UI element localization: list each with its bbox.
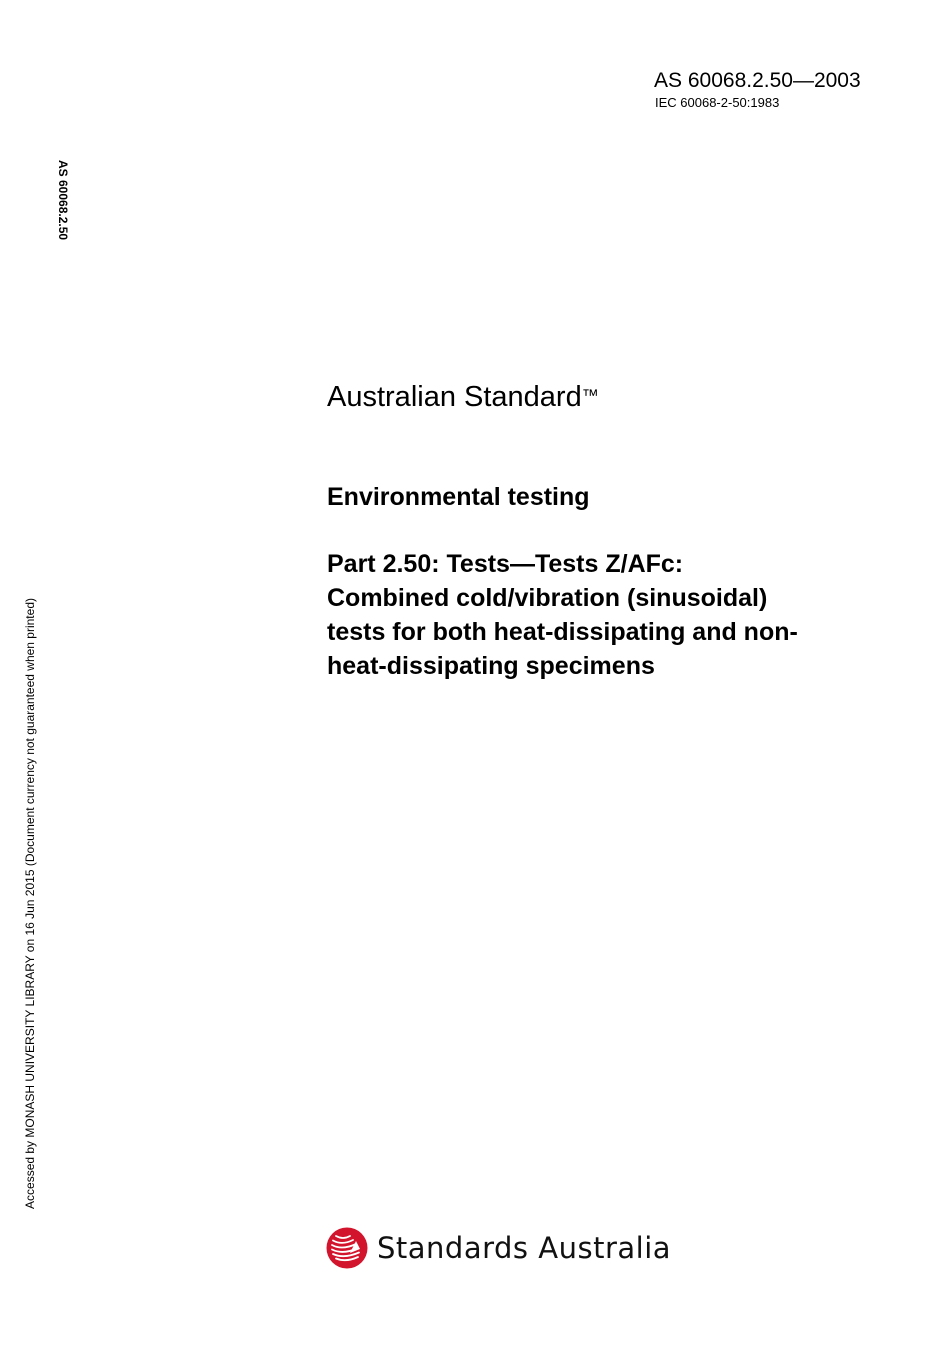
publisher-logo bbox=[326, 1225, 671, 1271]
access-watermark-note: Accessed by MONASH UNIVERSITY LIBRARY on 16 Jun 2015 (Document currency not guaranteed when printed) bbox=[23, 598, 37, 1209]
part-title-line: Combined cold/vibration (sinusoidal) bbox=[327, 584, 768, 612]
standard-number: AS 60068.2.50—2003 bbox=[654, 69, 861, 92]
publisher-name: Standards Australia bbox=[377, 1231, 672, 1265]
standards-australia-logo-icon bbox=[326, 1227, 368, 1269]
standard-type-heading bbox=[327, 380, 599, 414]
trademark-symbol: ™ bbox=[581, 386, 599, 405]
document-title: Environmental testing bbox=[327, 483, 590, 511]
part-title-line: Part 2.50: Tests—Tests Z/AFc: bbox=[327, 550, 684, 578]
part-title-line: heat-dissipating specimens bbox=[327, 652, 655, 680]
standard-type-name: Australian Standard bbox=[327, 381, 582, 413]
part-title bbox=[327, 547, 887, 683]
spine-standard-code: AS 60068.2.50 bbox=[56, 160, 70, 241]
part-title-line: tests for both heat-dissipating and non- bbox=[327, 618, 798, 646]
iec-reference-number: IEC 60068-2-50:1983 bbox=[655, 95, 780, 110]
